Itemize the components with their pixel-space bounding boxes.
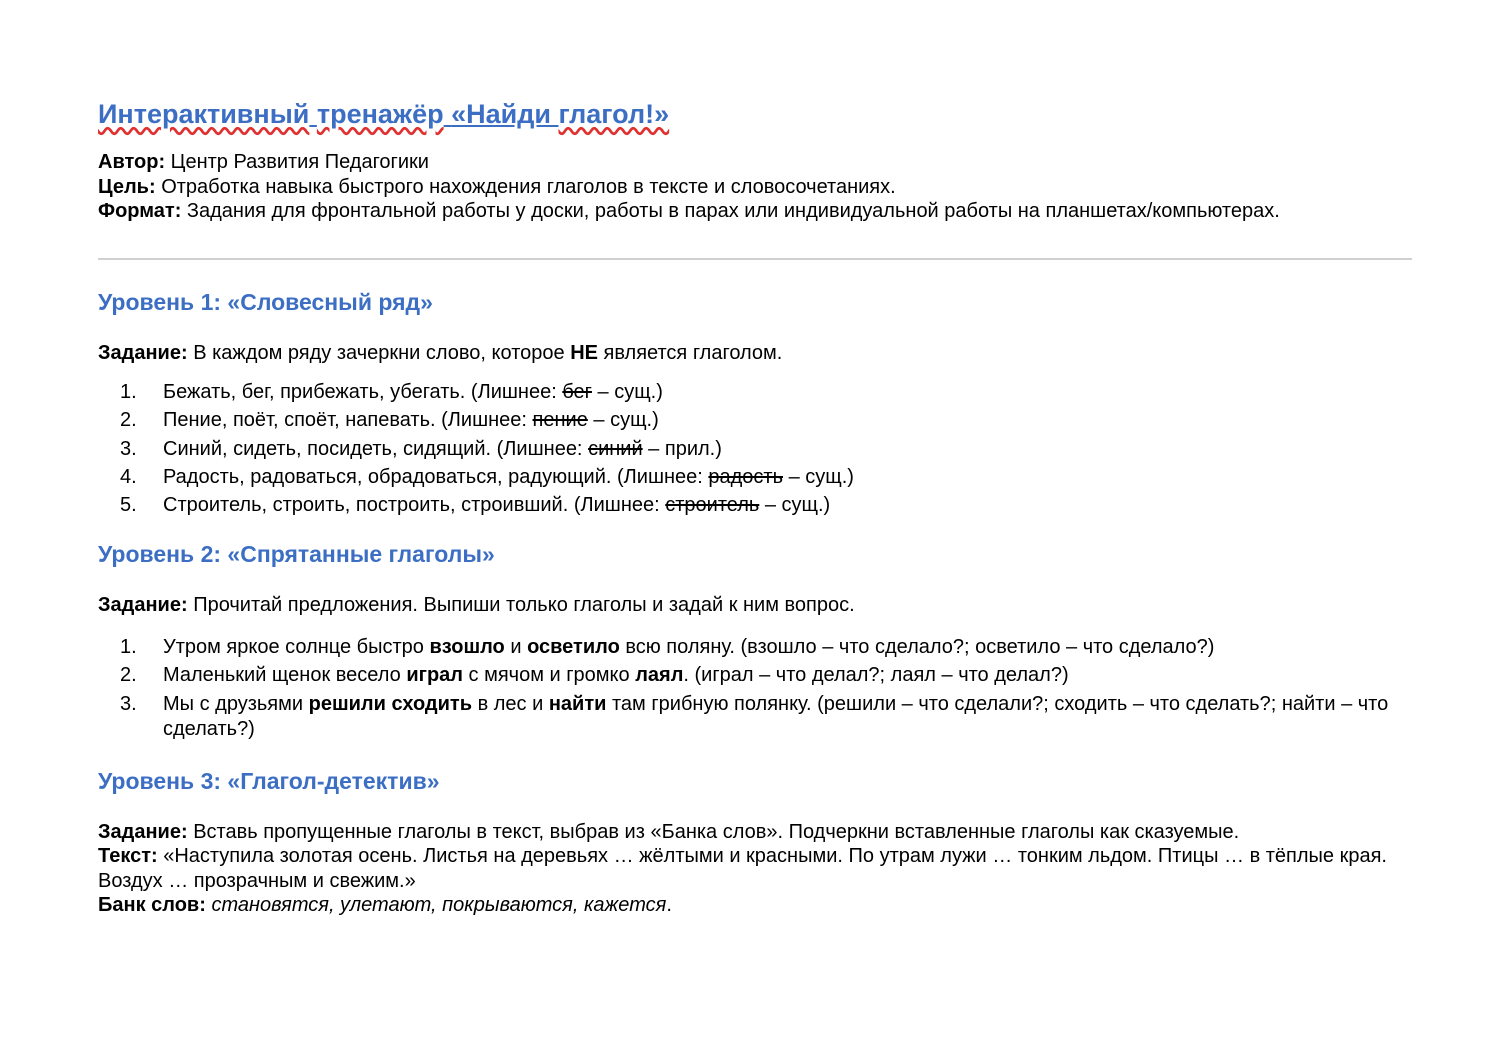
word-bank-label: Банк слов: xyxy=(98,894,206,917)
list-item-text: там грибную полянку. (решили – что сделали?; сходить – что сделать?; найти – что сделать?) xyxy=(163,692,1389,740)
list-item xyxy=(98,633,1412,661)
level3-task-text: Вставь пропущенные глаголы в текст, выбрав из «Банка слов». Подчеркни вставленные глаголы как сказуемые. xyxy=(187,820,1240,843)
level1-task-text-end: является глаголом. xyxy=(597,341,783,364)
list-item-number: 1. xyxy=(120,381,137,403)
title-word-4: глагол!» xyxy=(558,99,670,129)
level3-text-value: «Наступила золотая осень. Листья на деревьях … жёлтыми и красными. По утрам лужи … тонким льдом. Птицы … в тёплые края. Воздух … прозрачным и свежим.» xyxy=(98,845,1387,892)
format-label: Формат: xyxy=(98,200,182,222)
document-meta xyxy=(98,150,1412,224)
struck-word: строитель xyxy=(665,494,760,517)
list-item xyxy=(98,690,1412,744)
level3-text-label: Текст: xyxy=(98,845,158,868)
list-item-text: Бежать, бег, прибежать, убегать. (Лишнее: xyxy=(163,381,563,403)
list-item-number: 5. xyxy=(120,494,137,517)
verb-bold: найти xyxy=(548,692,607,715)
list-item-text: Мы с друзьями xyxy=(163,692,309,715)
verb-bold: лаял xyxy=(635,664,684,687)
list-item xyxy=(98,661,1412,689)
list-item-text: Маленький щенок весело xyxy=(163,664,407,687)
list-item-text: Радость, радоваться, обрадоваться, радующий. (Лишнее: xyxy=(163,465,709,488)
struck-word: синий xyxy=(588,437,643,460)
level2-list xyxy=(98,633,1412,744)
list-item-tail: – сущ.) xyxy=(591,381,663,403)
document-page xyxy=(98,92,1412,918)
word-bank-end: . xyxy=(666,894,672,917)
list-item xyxy=(98,491,1412,519)
author-label: Автор: xyxy=(98,151,166,173)
list-item xyxy=(98,463,1412,491)
title-word-2: тренажёр xyxy=(316,99,444,129)
word-bank-words: становятся, улетают, покрываются, кажется xyxy=(211,894,667,917)
goal-value: Отработка навыка быстрого нахождения глаголов в тексте и словосочетаниях. xyxy=(155,175,896,198)
list-item-number: 3. xyxy=(120,437,137,460)
list-item-text: с мячом и громко xyxy=(462,664,636,687)
goal-label: Цель: xyxy=(98,175,156,198)
level1-task-bold: НЕ xyxy=(570,341,598,364)
meta-author xyxy=(98,150,1412,175)
verb-bold: взошло xyxy=(429,635,505,658)
level1-task-text: В каждом ряду зачеркни слово, которое xyxy=(187,341,571,364)
list-item-number: 3. xyxy=(120,692,137,715)
struck-word: бег xyxy=(562,381,592,403)
list-item-tail: – сущ.) xyxy=(587,409,659,432)
level2-task-label: Задание: xyxy=(98,594,188,617)
verb-bold: осветило xyxy=(527,635,620,658)
level1-list xyxy=(98,378,1412,519)
list-item-text: . (играл – что делал?; лаял – что делал?) xyxy=(683,664,1069,687)
list-item xyxy=(98,378,1412,406)
list-item-tail: – сущ.) xyxy=(759,494,831,517)
meta-format xyxy=(98,199,1412,224)
list-item xyxy=(98,406,1412,434)
list-item-text: и xyxy=(504,635,528,658)
title-word-3: «Найди xyxy=(451,99,551,129)
list-item-text: Утром яркое солнце быстро xyxy=(163,635,430,658)
level1-heading: Уровень 1: «Словесный ряд» xyxy=(98,288,433,315)
list-item-text: всю поляну. (взошло – что сделало?; осветило – что сделало?) xyxy=(619,635,1215,658)
title-word-1: Интерактивный xyxy=(98,99,310,129)
list-item-number: 2. xyxy=(120,664,137,687)
level3-task-label: Задание: xyxy=(98,820,188,843)
level3-heading: Уровень 3: «Глагол-детектив» xyxy=(98,767,440,794)
level2-task-text: Прочитай предложения. Выпиши только глаголы и задай к ним вопрос. xyxy=(187,594,855,617)
list-item-text: в лес и xyxy=(472,692,549,715)
meta-goal xyxy=(98,175,1412,200)
format-value: Задания для фронтальной работы у доски, работы в парах или индивидуальной работы на планшетах/компьютерах. xyxy=(181,200,1280,222)
list-item-text: Строитель, строить, построить, строивший. (Лишнее: xyxy=(163,494,666,517)
list-item-tail: – прил.) xyxy=(642,437,722,460)
list-item-text: Синий, сидеть, посидеть, сидящий. (Лишнее: xyxy=(163,437,589,460)
author-value: Центр Развития Педагогики xyxy=(165,151,429,173)
list-item-text: Пение, поёт, споёт, напевать. (Лишнее: xyxy=(163,409,533,432)
list-item xyxy=(98,435,1412,463)
list-item-tail: – сущ.) xyxy=(783,465,854,488)
verb-bold: играл xyxy=(406,664,463,687)
list-item-number: 2. xyxy=(120,409,137,432)
horizontal-divider xyxy=(98,258,1412,260)
struck-word: радость xyxy=(708,465,784,488)
level3-task xyxy=(98,820,1412,845)
verb-bold: решили сходить xyxy=(308,692,473,715)
document-title xyxy=(98,92,1412,136)
level2-heading: Уровень 2: «Спрятанные глаголы» xyxy=(98,541,495,568)
level2-task xyxy=(98,593,1412,618)
level3-word-bank xyxy=(98,893,1412,918)
level1-task-label: Задание: xyxy=(98,341,188,364)
level3-text xyxy=(98,844,1412,893)
list-item-number: 1. xyxy=(120,635,137,658)
level1-task xyxy=(98,341,1412,366)
list-item-number: 4. xyxy=(120,465,137,488)
struck-word: пение xyxy=(532,409,588,432)
